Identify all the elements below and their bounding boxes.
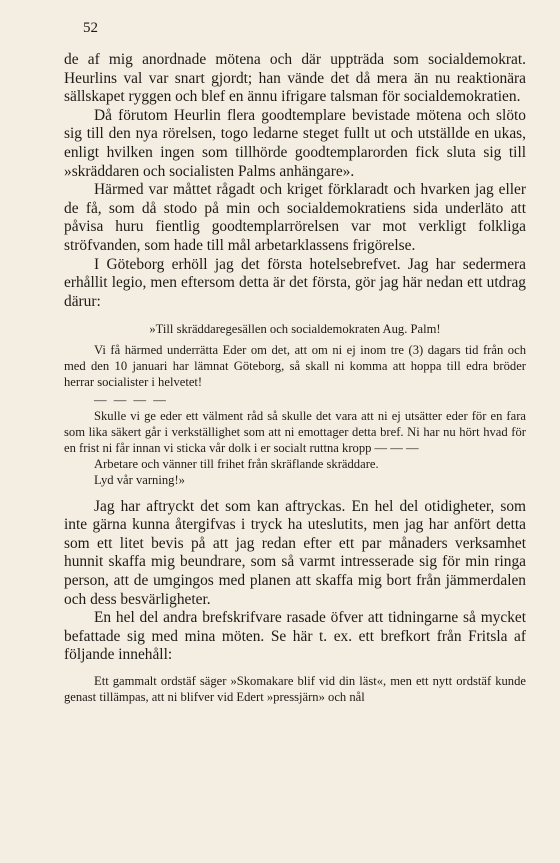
letter-signature: Arbetare och vänner till frihet från skräflande skräddare. — [94, 456, 379, 471]
letter-paragraph: Skulle vi ge eder ett välment råd så skulle det vara att ni ej utsätter eder för en fara som lika säkert går i verkställighet som att ni emottager detta bref. Ni har nu hört hvad för en frist ni får innan vi sticka vår dolk i er socialt ruttna kropp — — — — [64, 409, 526, 455]
paragraph: En hel del andra brefskrifvare rasade öfver att tidningarne så mycket befattade sig med mina möten. Se här t. ex. ett brefkort från Fritsla af följande innehåll: — [64, 609, 526, 664]
postcard-quote: Ett gammalt ordstäf säger »Skomakare blif vid din läst«, men ett nytt ordstäf kunde genast tillämpas, att ni blifver vid Edert »pressjärn» och nål — [64, 673, 526, 704]
page-number: 52 — [83, 20, 98, 36]
letter-salutation: »Till skräddaregesällen och socialdemokraten Aug. Palm! — [149, 322, 441, 337]
paragraph: de af mig anordnade mötena och där uppträda som socialdemokrat. Heurlins val var snart gjordt; han vände det då mera än nu reaktionära sällskapet ryggen och blef en ännu ifrigare talsman för socialdemokratien. — [64, 51, 526, 106]
paragraph: Då förutom Heurlin flera goodtemplare bevistade mötena och slöto sig till den nya rörelsen, togo ledarne steget fullt ut och utställde en ukas, enligt hvilken ingen som tillhörde goodtemplarorden fick sluta sig till »skräddaren och socialisten Palms anhängare». — [64, 106, 526, 180]
paragraph: I Göteborg erhöll jag det första hotelsebrefvet. Jag har sedermera erhållit legio, men eftersom detta är det första, gör jag här nedan ett utdrag därur: — [64, 255, 526, 310]
letter-dashes: — — — — — [94, 393, 168, 408]
paragraph: Jag har aftryckt det som kan aftryckas. En hel del otidigheter, som inte gärna kunna återgifvas i tryck ha uteslutits, men jag har anfört detta som ett litet bevis på att jag redan efter ett par månaders verksamhet hunnit skaffa mig beundrare, som så varmt intresserade sig för min ringa person, att de umgingos med planen att skaffa mig bort från jämmerdalen och dess besvärligheter. — [64, 497, 526, 608]
page-body — [64, 51, 526, 705]
threat-letter-excerpt — [64, 321, 526, 488]
letter-closing: Lyd vår varning!» — [94, 472, 185, 487]
paragraph: Härmed var måttet rågadt och kriget förklaradt och hvarken jag eller de få, som då stodo på min och socialdemokratiens sida underläto att påvisa huru fientlig goodtemplarrörelsen var mot verkligt folkliga ströfvanden, som hade till mål arbetarklassens frigörelse. — [64, 181, 526, 254]
letter-paragraph: Vi få härmed underrätta Eder om det, att om ni ej inom tre (3) dagars tid från och med den 10 januari har lämnat Göteborg, så skall ni komma att hoppa till edra bröder herrar socialister i helvetet! — [64, 343, 526, 390]
